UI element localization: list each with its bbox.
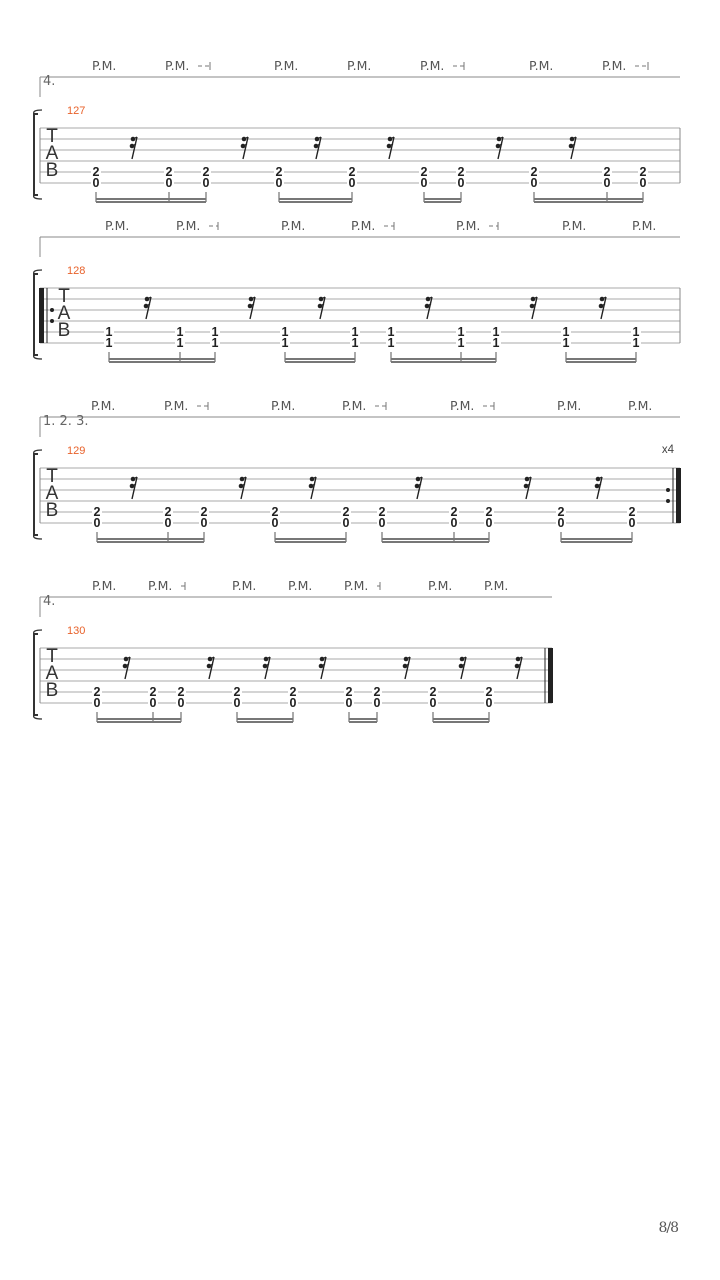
beam	[382, 538, 489, 540]
beam	[534, 201, 643, 203]
beam	[279, 198, 352, 200]
palm-mute-mark: P.M.	[557, 398, 582, 413]
palm-mute-mark: P.M.	[456, 218, 481, 233]
tab-chord	[270, 505, 280, 542]
fret-number-top: 2	[93, 685, 101, 699]
tab-chord	[556, 505, 566, 542]
tab-chord	[92, 505, 102, 542]
fret-number-top: 2	[530, 165, 538, 179]
beam	[109, 358, 215, 360]
beam	[566, 361, 636, 363]
fret-number-top: 1	[457, 325, 465, 339]
fret-number-bottom: 0	[93, 516, 101, 530]
fret-number-top: 2	[342, 505, 350, 519]
fret-number-bottom: 0	[202, 176, 210, 190]
fret-number-bottom: 0	[93, 696, 101, 710]
system-bracket	[34, 274, 38, 355]
fret-number-top: 2	[92, 165, 100, 179]
palm-mute-mark: P.M.	[529, 58, 554, 73]
tab-chord	[638, 165, 648, 202]
sixteenth-rest	[144, 297, 151, 319]
measure-number: 128	[67, 265, 86, 277]
palm-mute-mark: P.M.	[288, 578, 313, 593]
sixteenth-rest	[595, 477, 602, 499]
sixteenth-rest	[123, 657, 130, 679]
tab-clef-letter: T	[46, 466, 58, 487]
sixteenth-rest	[319, 657, 326, 679]
beam	[237, 718, 293, 720]
beam	[97, 541, 204, 543]
beam	[382, 541, 489, 543]
fret-number-top: 2	[639, 165, 647, 179]
fret-number-bottom: 0	[485, 516, 493, 530]
beam	[349, 721, 377, 723]
fret-number-bottom: 1	[387, 336, 395, 350]
fret-number-top: 2	[450, 505, 458, 519]
tab-clef-letter: B	[57, 320, 71, 341]
fret-number-bottom: 0	[420, 176, 428, 190]
tab-clef-letter: A	[57, 303, 71, 324]
tab-chord	[347, 165, 357, 202]
fret-number-top: 2	[420, 165, 428, 179]
tab-chord	[529, 165, 539, 202]
sixteenth-rest	[387, 137, 394, 159]
fret-number-bottom: 0	[628, 516, 636, 530]
tab-clef-letter: B	[45, 500, 59, 521]
sixteenth-rest	[515, 657, 522, 679]
tab-clef-letter: T	[46, 646, 58, 667]
beam	[391, 358, 496, 360]
tab-chord	[210, 325, 220, 362]
sixteenth-rest	[496, 137, 503, 159]
tab-chord	[449, 505, 459, 542]
palm-mute-mark: P.M.	[602, 58, 627, 73]
tab-chord	[232, 685, 242, 722]
fret-number-bottom: 1	[351, 336, 359, 350]
sixteenth-rest	[524, 477, 531, 499]
palm-mute-mark: P.M.	[105, 218, 130, 233]
palm-mute-mark: P.M.	[344, 578, 369, 593]
beam	[97, 718, 181, 720]
fret-number-bottom: 0	[557, 516, 565, 530]
fret-number-bottom: 1	[281, 336, 289, 350]
palm-mute-mark: P.M.	[628, 398, 653, 413]
palm-mute-mark: P.M.	[92, 578, 117, 593]
tab-chord	[288, 685, 298, 722]
tab-chord	[627, 505, 637, 542]
fret-number-top: 2	[165, 165, 173, 179]
fret-number-bottom: 0	[233, 696, 241, 710]
fret-number-bottom: 0	[271, 516, 279, 530]
beam	[433, 718, 489, 720]
repeat-dot	[50, 319, 54, 323]
sixteenth-rest	[263, 657, 270, 679]
fret-number-bottom: 1	[492, 336, 500, 350]
sixteenth-rest	[599, 297, 606, 319]
fret-number-top: 2	[429, 685, 437, 699]
fret-number-bottom: 1	[211, 336, 219, 350]
fret-number-bottom: 0	[450, 516, 458, 530]
tab-clef-letter: T	[46, 126, 58, 147]
fret-number-bottom: 0	[149, 696, 157, 710]
repeat-dot	[666, 488, 670, 492]
palm-mute-mark: P.M.	[176, 218, 201, 233]
fret-number-top: 2	[603, 165, 611, 179]
palm-mute-mark: P.M.	[632, 218, 657, 233]
sixteenth-rest	[207, 657, 214, 679]
tab-chord	[280, 325, 290, 362]
beam	[424, 201, 461, 203]
fret-number-top: 2	[485, 505, 493, 519]
tab-chord	[163, 505, 173, 542]
fret-number-bottom: 0	[164, 516, 172, 530]
fret-number-bottom: 1	[105, 336, 113, 350]
tab-chord	[456, 165, 466, 202]
tab-chord	[561, 325, 571, 362]
system-130	[34, 578, 553, 723]
fret-number-bottom: 0	[348, 176, 356, 190]
fret-number-bottom: 0	[429, 696, 437, 710]
fret-number-bottom: 1	[176, 336, 184, 350]
beam	[566, 358, 636, 360]
fret-number-bottom: 0	[200, 516, 208, 530]
fret-number-bottom: 1	[562, 336, 570, 350]
beam	[97, 721, 181, 723]
repeat-dot	[666, 499, 670, 503]
fret-number-top: 2	[164, 505, 172, 519]
tab-chord	[386, 325, 396, 362]
tab-chord	[419, 165, 429, 202]
measure-number: 129	[67, 445, 86, 457]
fret-number-top: 2	[289, 685, 297, 699]
beam	[349, 718, 377, 720]
tab-chord	[372, 685, 382, 722]
tab-chord	[199, 505, 209, 542]
fret-number-bottom: 0	[530, 176, 538, 190]
beam	[275, 541, 346, 543]
fret-number-bottom: 0	[485, 696, 493, 710]
tab-clef-letter: A	[45, 483, 59, 504]
sixteenth-rest	[459, 657, 466, 679]
beam	[96, 198, 206, 200]
fret-number-top: 2	[233, 685, 241, 699]
sixteenth-rest	[530, 297, 537, 319]
tab-chord	[350, 325, 360, 362]
page-number: 8/8	[658, 1220, 678, 1236]
beam	[97, 538, 204, 540]
sixteenth-rest	[403, 657, 410, 679]
sixteenth-rest	[309, 477, 316, 499]
tab-chord	[484, 505, 494, 542]
fret-number-bottom: 0	[342, 516, 350, 530]
beam	[285, 361, 355, 363]
fret-number-top: 1	[211, 325, 219, 339]
fret-number-top: 2	[202, 165, 210, 179]
fret-number-top: 2	[348, 165, 356, 179]
system-129	[34, 398, 681, 543]
beam	[285, 358, 355, 360]
system-bracket	[34, 114, 38, 195]
tab-chord	[164, 165, 174, 202]
tab-chord	[491, 325, 501, 362]
palm-mute-mark: P.M.	[165, 58, 190, 73]
tab-clef-letter: B	[45, 160, 59, 181]
fret-number-bottom: 1	[632, 336, 640, 350]
fret-number-top: 2	[457, 165, 465, 179]
repeat-start-thick-bar	[39, 288, 44, 343]
fret-number-bottom: 1	[457, 336, 465, 350]
beam	[561, 541, 632, 543]
fret-number-top: 2	[149, 685, 157, 699]
fret-number-bottom: 0	[289, 696, 297, 710]
sixteenth-rest	[318, 297, 325, 319]
palm-mute-mark: P.M.	[484, 578, 509, 593]
sixteenth-rest	[239, 477, 246, 499]
palm-mute-mark: P.M.	[274, 58, 299, 73]
palm-mute-mark: P.M.	[428, 578, 453, 593]
fret-number-top: 2	[93, 505, 101, 519]
tab-chord	[344, 685, 354, 722]
beam	[96, 201, 206, 203]
palm-mute-mark: P.M.	[92, 58, 117, 73]
fret-number-bottom: 0	[177, 696, 185, 710]
tab-chord	[91, 165, 101, 202]
sixteenth-rest	[415, 477, 422, 499]
tab-chord	[341, 505, 351, 542]
tab-chord	[456, 325, 466, 362]
palm-mute-mark: P.M.	[271, 398, 296, 413]
tab-chord	[104, 325, 114, 362]
palm-mute-mark: P.M.	[420, 58, 445, 73]
tab-chord	[274, 165, 284, 202]
volta-label: 4.	[43, 594, 56, 609]
palm-mute-mark: P.M.	[232, 578, 257, 593]
palm-mute-mark: P.M.	[562, 218, 587, 233]
fret-number-top: 2	[345, 685, 353, 699]
fret-number-top: 2	[628, 505, 636, 519]
fret-number-top: 2	[557, 505, 565, 519]
sixteenth-rest	[314, 137, 321, 159]
fret-number-top: 1	[562, 325, 570, 339]
fret-number-bottom: 0	[378, 516, 386, 530]
fret-number-top: 1	[105, 325, 113, 339]
fret-number-top: 1	[176, 325, 184, 339]
fret-number-top: 1	[281, 325, 289, 339]
fret-number-bottom: 0	[373, 696, 381, 710]
repeat-end-thick-bar	[676, 468, 681, 523]
palm-mute-mark: P.M.	[148, 578, 173, 593]
beam	[237, 721, 293, 723]
palm-mute-mark: P.M.	[281, 218, 306, 233]
palm-mute-mark: P.M.	[450, 398, 475, 413]
beam	[424, 198, 461, 200]
palm-mute-mark: P.M.	[91, 398, 116, 413]
system-127	[34, 58, 680, 203]
beam	[109, 361, 215, 363]
repeat-dot	[50, 308, 54, 312]
final-thick-bar	[548, 648, 553, 703]
repeat-count: x4	[661, 444, 674, 456]
fret-number-top: 1	[351, 325, 359, 339]
fret-number-bottom: 0	[345, 696, 353, 710]
tab-clef-letter: A	[45, 143, 59, 164]
tab-chord	[631, 325, 641, 362]
fret-number-top: 1	[387, 325, 395, 339]
fret-number-top: 2	[177, 685, 185, 699]
fret-number-bottom: 0	[92, 176, 100, 190]
tab-clef-letter: A	[45, 663, 59, 684]
fret-number-top: 2	[200, 505, 208, 519]
tab-clef-letter: B	[45, 680, 59, 701]
volta-label: 4.	[43, 74, 56, 89]
fret-number-bottom: 0	[457, 176, 465, 190]
tab-chord	[201, 165, 211, 202]
tab-chord	[602, 165, 612, 202]
measure-number: 130	[67, 625, 86, 637]
fret-number-top: 2	[275, 165, 283, 179]
tab-chord	[148, 685, 158, 722]
beam	[391, 361, 496, 363]
beam	[561, 538, 632, 540]
tab-clef-letter: T	[58, 286, 70, 307]
fret-number-top: 1	[492, 325, 500, 339]
volta-label: 1. 2. 3.	[43, 414, 89, 429]
fret-number-bottom: 0	[639, 176, 647, 190]
sixteenth-rest	[248, 297, 255, 319]
beam	[534, 198, 643, 200]
beam	[275, 538, 346, 540]
fret-number-top: 2	[485, 685, 493, 699]
sixteenth-rest	[130, 137, 137, 159]
tab-chord	[176, 685, 186, 722]
tab-chord	[484, 685, 494, 722]
fret-number-bottom: 0	[165, 176, 173, 190]
fret-number-top: 2	[271, 505, 279, 519]
fret-number-top: 2	[373, 685, 381, 699]
beam	[433, 721, 489, 723]
sixteenth-rest	[241, 137, 248, 159]
system-bracket	[34, 634, 38, 715]
measure-number: 127	[67, 105, 86, 117]
beam	[279, 201, 352, 203]
tab-chord	[377, 505, 387, 542]
palm-mute-mark: P.M.	[164, 398, 189, 413]
palm-mute-mark: P.M.	[351, 218, 376, 233]
tab-chord	[175, 325, 185, 362]
tab-chord	[92, 685, 102, 722]
system-128	[34, 218, 680, 363]
sixteenth-rest	[130, 477, 137, 499]
sixteenth-rest	[425, 297, 432, 319]
fret-number-bottom: 0	[603, 176, 611, 190]
system-bracket	[34, 454, 38, 535]
palm-mute-mark: P.M.	[342, 398, 367, 413]
fret-number-bottom: 0	[275, 176, 283, 190]
sixteenth-rest	[569, 137, 576, 159]
tab-chord	[428, 685, 438, 722]
fret-number-top: 1	[632, 325, 640, 339]
fret-number-top: 2	[378, 505, 386, 519]
palm-mute-mark: P.M.	[347, 58, 372, 73]
